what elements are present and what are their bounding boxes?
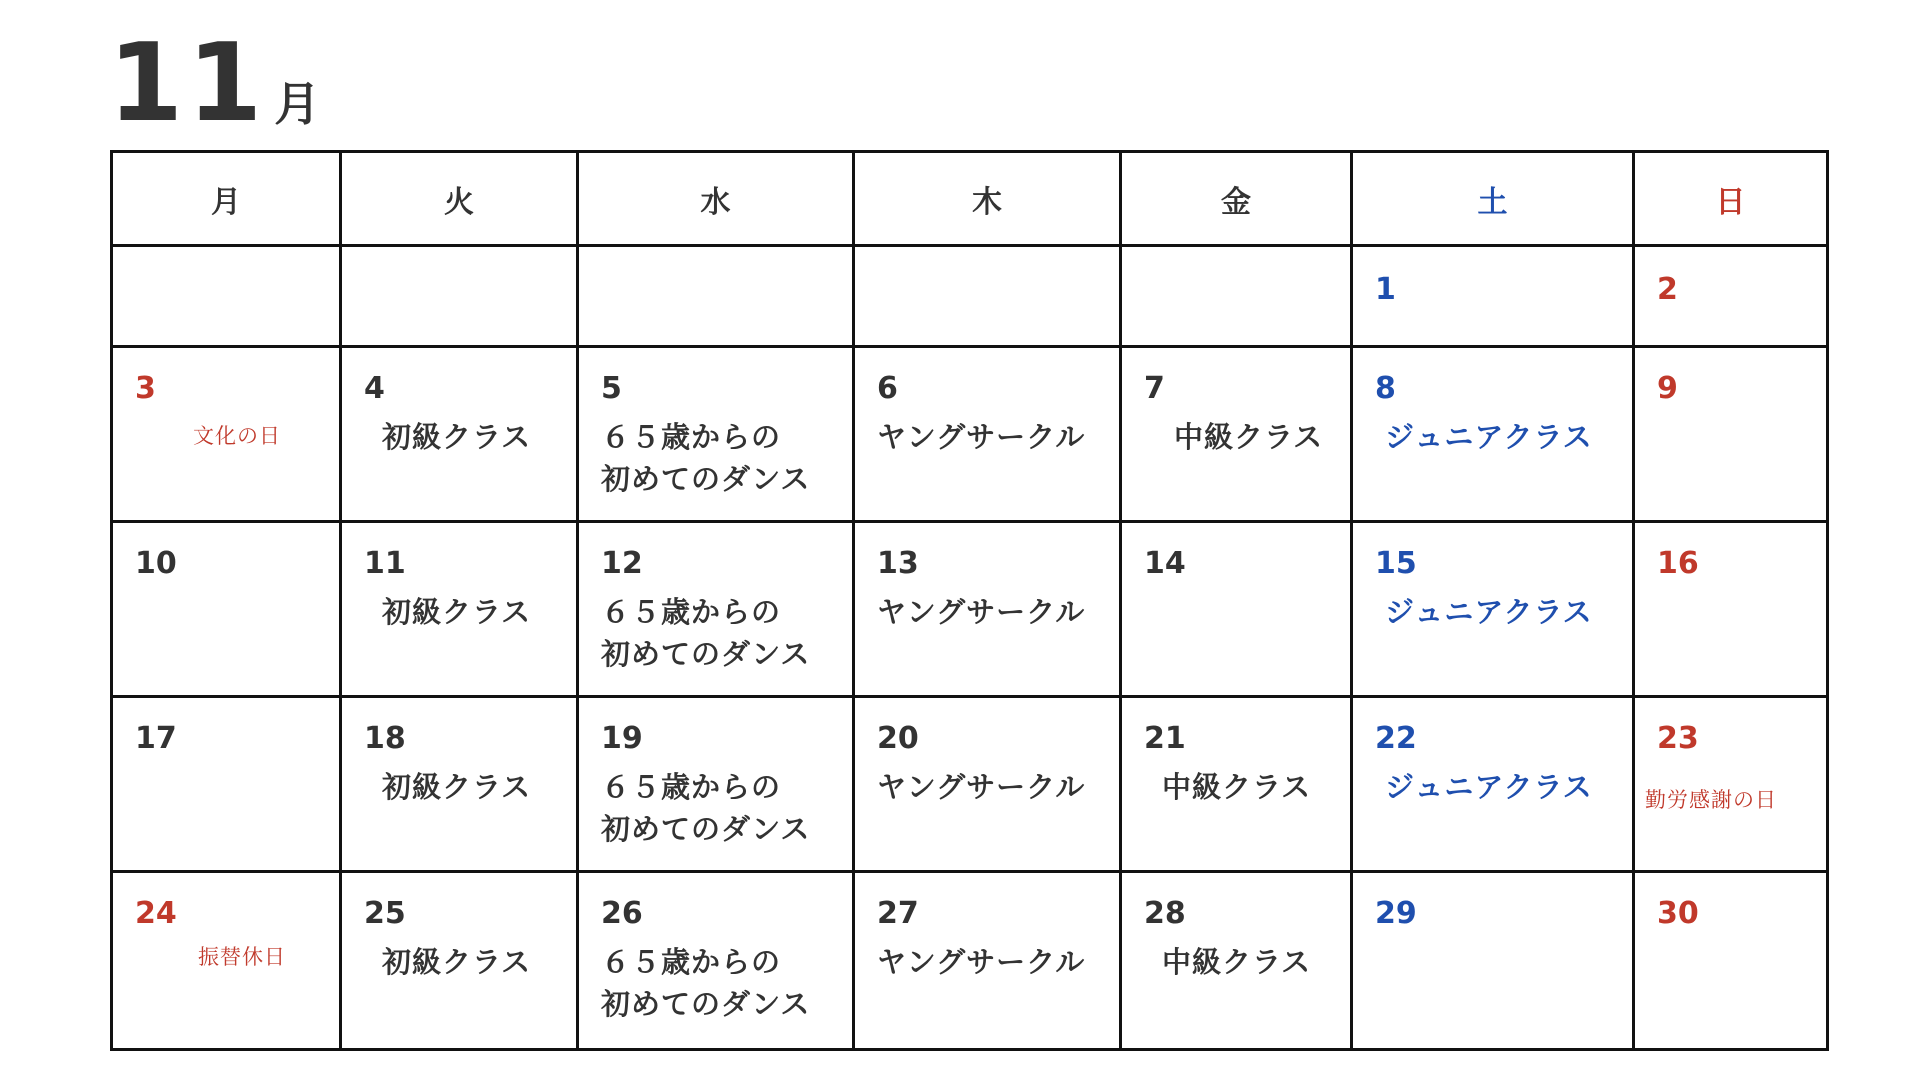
day-number: 22 bbox=[1375, 721, 1417, 756]
day-cell bbox=[1634, 347, 1828, 522]
day-cell bbox=[578, 872, 854, 1050]
day-number: 10 bbox=[135, 546, 177, 581]
day-cell bbox=[112, 697, 341, 872]
day-cell-empty bbox=[578, 246, 854, 347]
day-cell bbox=[854, 872, 1121, 1050]
day-cell bbox=[1634, 522, 1828, 697]
day-cell bbox=[112, 872, 341, 1050]
week-row bbox=[112, 246, 1828, 347]
day-cell bbox=[578, 347, 854, 522]
month-number: 11 bbox=[108, 21, 267, 146]
day-cell bbox=[1121, 347, 1352, 522]
event-label: ジュニアクラス bbox=[1385, 420, 1593, 454]
event-label: ジュニアクラス bbox=[1385, 770, 1593, 804]
event-label: ６５歳からの bbox=[601, 945, 782, 979]
day-number: 23 bbox=[1657, 721, 1699, 756]
week-row bbox=[112, 347, 1828, 522]
day-cell bbox=[578, 697, 854, 872]
event-label: ６５歳からの bbox=[601, 595, 782, 629]
day-cell bbox=[1352, 347, 1634, 522]
event-label: 初めてのダンス bbox=[601, 462, 811, 496]
event-label: 初めてのダンス bbox=[601, 987, 811, 1021]
day-number: 7 bbox=[1144, 371, 1165, 406]
event-label: ６５歳からの bbox=[601, 770, 782, 804]
day-number: 6 bbox=[877, 371, 898, 406]
day-number: 29 bbox=[1375, 896, 1417, 931]
day-number: 28 bbox=[1144, 896, 1186, 931]
holiday-label: 振替休日 bbox=[198, 945, 286, 969]
day-number: 5 bbox=[601, 371, 622, 406]
day-cell bbox=[1121, 872, 1352, 1050]
day-number: 17 bbox=[135, 721, 177, 756]
event-label: ヤングサークル bbox=[877, 595, 1086, 629]
day-number: 24 bbox=[135, 896, 177, 931]
holiday-label: 文化の日 bbox=[193, 424, 281, 448]
day-cell bbox=[854, 697, 1121, 872]
day-number: 26 bbox=[601, 896, 643, 931]
day-cell bbox=[1634, 246, 1828, 347]
weekday-tuesday: 火 bbox=[341, 152, 578, 246]
day-cell bbox=[341, 697, 578, 872]
event-label: 中級クラス bbox=[1162, 945, 1312, 979]
day-number: 12 bbox=[601, 546, 643, 581]
holiday-label: 勤労感謝の日 bbox=[1645, 788, 1777, 812]
day-cell bbox=[578, 522, 854, 697]
day-cell bbox=[854, 347, 1121, 522]
day-number: 3 bbox=[135, 371, 156, 406]
day-cell-empty bbox=[854, 246, 1121, 347]
day-number: 21 bbox=[1144, 721, 1186, 756]
day-number: 20 bbox=[877, 721, 919, 756]
day-number: 9 bbox=[1657, 371, 1678, 406]
day-number: 30 bbox=[1657, 896, 1699, 931]
weekday-friday: 金 bbox=[1121, 152, 1352, 246]
weekday-header-row bbox=[112, 152, 1828, 246]
day-cell bbox=[1121, 522, 1352, 697]
day-cell-empty bbox=[341, 246, 578, 347]
day-cell bbox=[1352, 697, 1634, 872]
day-cell bbox=[1352, 246, 1634, 347]
event-label: 初めてのダンス bbox=[601, 812, 811, 846]
event-label: ６５歳からの bbox=[601, 420, 782, 454]
day-cell bbox=[112, 347, 341, 522]
day-cell-empty bbox=[112, 246, 341, 347]
event-label: 初級クラス bbox=[382, 945, 532, 979]
weekday-monday: 月 bbox=[112, 152, 341, 246]
event-label: 初級クラス bbox=[382, 595, 532, 629]
day-number: 19 bbox=[601, 721, 643, 756]
event-label: 初級クラス bbox=[382, 420, 532, 454]
day-number: 27 bbox=[877, 896, 919, 931]
week-row bbox=[112, 522, 1828, 697]
day-number: 16 bbox=[1657, 546, 1699, 581]
event-label: 初めてのダンス bbox=[601, 637, 811, 671]
day-cell bbox=[341, 522, 578, 697]
event-label: ヤングサークル bbox=[877, 770, 1086, 804]
event-label: ジュニアクラス bbox=[1385, 595, 1593, 629]
event-label: 中級クラス bbox=[1162, 770, 1312, 804]
day-number: 15 bbox=[1375, 546, 1417, 581]
calendar-title bbox=[108, 21, 321, 146]
week-row bbox=[112, 872, 1828, 1050]
week-row bbox=[112, 697, 1828, 872]
weekday-sunday: 日 bbox=[1634, 152, 1828, 246]
month-unit: 月 bbox=[274, 77, 321, 131]
day-number: 4 bbox=[364, 371, 385, 406]
day-cell bbox=[1634, 872, 1828, 1050]
day-number: 1 bbox=[1375, 272, 1396, 307]
day-cell-empty bbox=[1121, 246, 1352, 347]
weekday-saturday: 土 bbox=[1352, 152, 1634, 246]
day-cell bbox=[1634, 697, 1828, 872]
event-label: 初級クラス bbox=[382, 770, 532, 804]
day-number: 11 bbox=[364, 546, 406, 581]
day-number: 13 bbox=[877, 546, 919, 581]
day-cell bbox=[1121, 697, 1352, 872]
day-cell bbox=[341, 347, 578, 522]
day-cell bbox=[854, 522, 1121, 697]
event-label: 中級クラス bbox=[1174, 420, 1324, 454]
calendar-grid bbox=[110, 150, 1829, 1051]
event-label: ヤングサークル bbox=[877, 945, 1086, 979]
day-number: 14 bbox=[1144, 546, 1186, 581]
day-number: 25 bbox=[364, 896, 406, 931]
day-cell bbox=[1352, 872, 1634, 1050]
day-cell bbox=[341, 872, 578, 1050]
weekday-thursday: 木 bbox=[854, 152, 1121, 246]
event-label: ヤングサークル bbox=[877, 420, 1086, 454]
day-number: 2 bbox=[1657, 272, 1678, 307]
day-number: 8 bbox=[1375, 371, 1396, 406]
day-cell bbox=[1352, 522, 1634, 697]
day-cell bbox=[112, 522, 341, 697]
day-number: 18 bbox=[364, 721, 406, 756]
weekday-wednesday: 水 bbox=[578, 152, 854, 246]
